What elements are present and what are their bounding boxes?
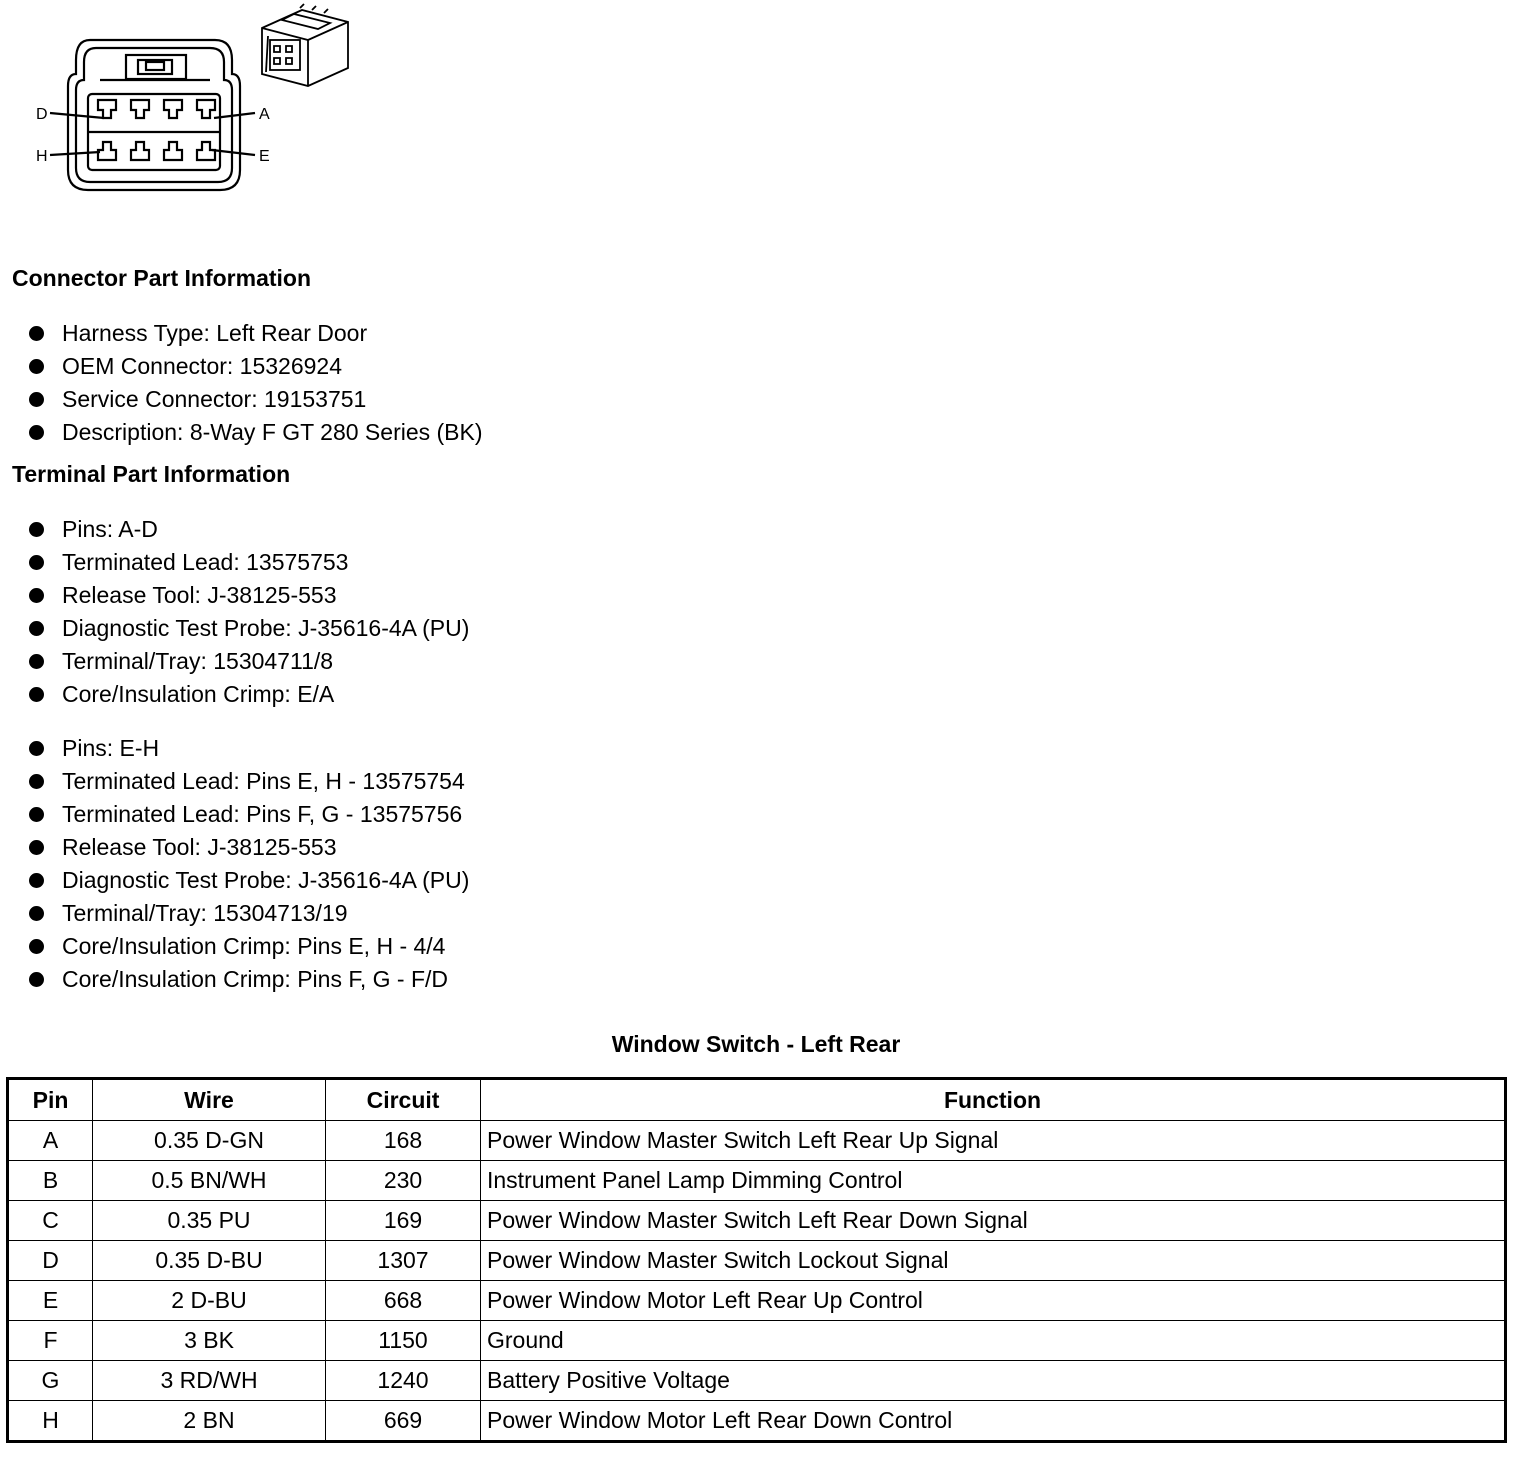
wire-cell: 3 BK [93,1321,326,1361]
connector-diagram [30,0,370,200]
list-item: Description: 8-Way F GT 280 Series (BK) [0,416,483,449]
table-row [8,1161,1506,1201]
pin-cell: A [8,1121,93,1161]
list-item: Core/Insulation Crimp: Pins F, G - F/D [0,963,469,996]
list-item: Service Connector: 19153751 [0,383,483,416]
list-item: Release Tool: J-38125-553 [0,579,469,612]
connector-section-title: Connector Part Information [12,265,312,291]
function-cell: Power Window Motor Left Rear Down Control [481,1401,1506,1442]
connector-info-list [0,317,483,449]
pin-label-e: E [259,148,270,165]
table-row [8,1281,1506,1321]
header-pin: Pin [8,1079,93,1121]
pin-cell: B [8,1161,93,1201]
wire-cell: 3 RD/WH [93,1361,326,1401]
table-row [8,1121,1506,1161]
list-item: Harness Type: Left Rear Door [0,317,483,350]
pin-cell: D [8,1241,93,1281]
connector-face-icon [50,40,255,190]
pin-cell: E [8,1281,93,1321]
table-row [8,1361,1506,1401]
circuit-cell: 1150 [326,1321,481,1361]
list-item: Diagnostic Test Probe: J-35616-4A (PU) [0,612,469,645]
table-row [8,1321,1506,1361]
circuit-cell: 1307 [326,1241,481,1281]
circuit-cell: 668 [326,1281,481,1321]
list-item: Diagnostic Test Probe: J-35616-4A (PU) [0,864,469,897]
function-cell: Power Window Motor Left Rear Up Control [481,1281,1506,1321]
wire-cell: 0.35 PU [93,1201,326,1241]
function-cell: Instrument Panel Lamp Dimming Control [481,1161,1506,1201]
terminal-section-title: Terminal Part Information [12,461,291,487]
terminal-info-list-pins-e-h [0,732,469,996]
circuit-cell: 168 [326,1121,481,1161]
table-row [8,1201,1506,1241]
table-row [8,1241,1506,1281]
header-wire: Wire [93,1079,326,1121]
connector-3d-icon [262,4,348,86]
table-row [8,1401,1506,1442]
pin-cell: C [8,1201,93,1241]
list-item: OEM Connector: 15326924 [0,350,483,383]
pin-cell: F [8,1321,93,1361]
function-cell: Power Window Master Switch Left Rear Up Signal [481,1121,1506,1161]
list-item: Terminated Lead: Pins E, H - 13575754 [0,765,469,798]
pin-label-a: A [259,106,270,123]
circuit-cell: 1240 [326,1361,481,1401]
pin-cell: G [8,1361,93,1401]
wire-cell: 0.35 D-GN [93,1121,326,1161]
header-function: Function [481,1079,1506,1121]
header-circuit: Circuit [326,1079,481,1121]
pin-cell: H [8,1401,93,1442]
list-item: Core/Insulation Crimp: Pins E, H - 4/4 [0,930,469,963]
circuit-cell: 169 [326,1201,481,1241]
circuit-cell: 669 [326,1401,481,1442]
wire-cell: 2 D-BU [93,1281,326,1321]
list-item: Terminal/Tray: 15304713/19 [0,897,469,930]
function-cell: Battery Positive Voltage [481,1361,1506,1401]
function-cell: Ground [481,1321,1506,1361]
pin-label-h: H [36,148,48,165]
list-item: Terminated Lead: 13575753 [0,546,469,579]
pin-label-d: D [36,106,48,123]
list-item: Terminal/Tray: 15304711/8 [0,645,469,678]
terminal-info-list-pins-a-d [0,513,469,711]
pinout-table [6,1077,1507,1443]
table-header-row [8,1079,1506,1121]
list-item: Pins: A-D [0,513,469,546]
table-body [8,1121,1506,1442]
list-item: Release Tool: J-38125-553 [0,831,469,864]
wire-cell: 0.5 BN/WH [93,1161,326,1201]
table-title: Window Switch - Left Rear [611,1031,901,1057]
function-cell: Power Window Master Switch Left Rear Down Signal [481,1201,1506,1241]
list-item: Core/Insulation Crimp: E/A [0,678,469,711]
wire-cell: 0.35 D-BU [93,1241,326,1281]
list-item: Pins: E-H [0,732,469,765]
wire-cell: 2 BN [93,1401,326,1442]
list-item: Terminated Lead: Pins F, G - 13575756 [0,798,469,831]
circuit-cell: 230 [326,1161,481,1201]
function-cell: Power Window Master Switch Lockout Signal [481,1241,1506,1281]
